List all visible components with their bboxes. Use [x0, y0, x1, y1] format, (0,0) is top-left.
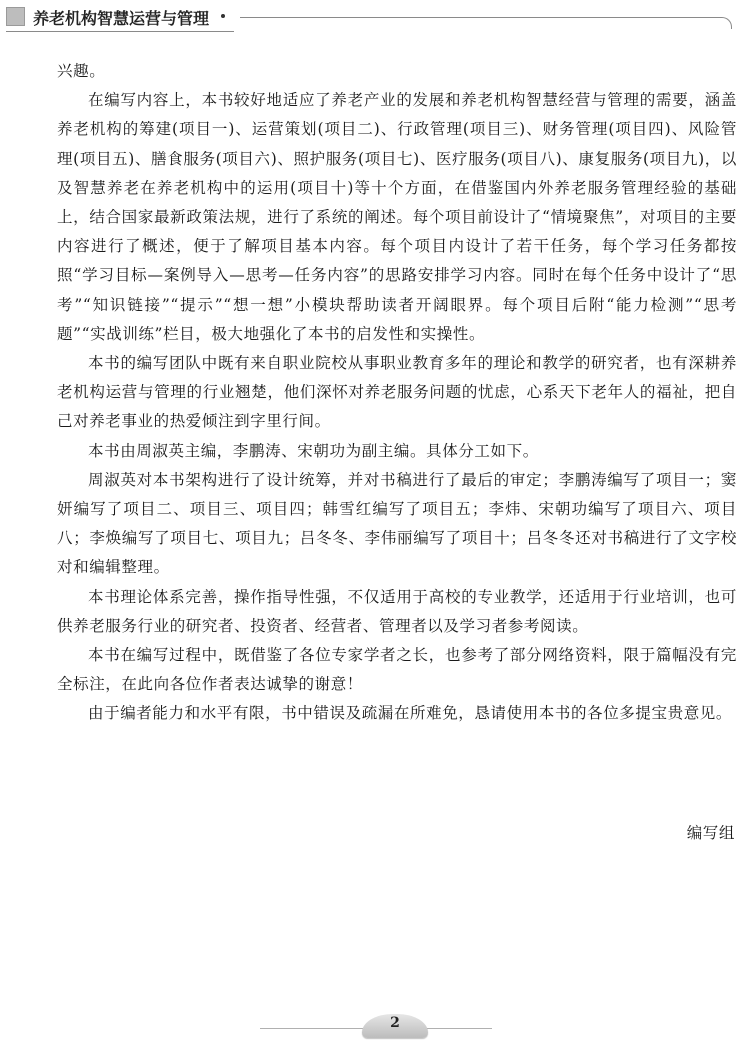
paragraph-division-of-work: 周淑英对本书架构进行了设计统筹，并对书稿进行了最后的审定；李鹏涛编写了项目一；窦妍编写了项目二、项目三、项目四；韩雪红编写了项目五；李炜、宋朝功编写了项目六、项目八；李焕编写了项目七、项目九；吕冬冬、李伟丽编写了项目十；吕冬冬还对书稿进行了文字校对和编辑整理。 [57, 470, 737, 577]
page-number: 2 [390, 1015, 400, 1031]
paragraph-author-team: 本书的编写团队中既有来自职业院校从事职业教育多年的理论和教学的研究者，也有深耕养老机构运营与管理的行业翘楚，他们深怀对养老服务问题的忧虑，心系天下老年人的福祉，把自己对养老事业的热爱倾注到字里行间。 [57, 354, 737, 431]
paragraph-content-overview: 在编写内容上，本书较好地适应了养老产业的发展和养老机构智慧经营与管理的需要，涵盖养老机构的筹建(项目一)、运营策划(项目二)、行政管理(项目三)、财务管理(项目四)、风险管理(项目五)、膳食服务(项目六)、照护服务(项目七)、医疗服务(项目八)、康复服务(项目九)，以及智慧养老在养老机构中的运用(项目十)等十个方面，在借鉴国内外养老服务管理经验的基础上，结合国家最新政策法规，进行了系统的阐述。每个项目前设计了“情境聚焦”，对项目的主要内容进行了概述，便于了解项目基本内容。每个项目内设计了若干任务，每个学习任务都按照“学习目标—案例导入—思考—任务内容”的思路安排学习内容。同时在每个任务中设计了“思考”“知识链接”“提示”“想一想”小模块帮助读者开阔眼界。每个项目后附“能力检测”“思考题”“实战训练”栏目，极大地强化了本书的启发性和实操性。 [57, 91, 737, 343]
header-title-underline [6, 31, 234, 32]
preface-body [57, 57, 737, 729]
page-footer [0, 1010, 750, 1050]
header-rule [240, 17, 720, 18]
paragraph-audience: 本书理论体系完善，操作指导性强，不仅适用于高校的专业教学，还适用于行业培训，也可供养老服务行业的研究者、投资者、经营者、管理者以及学习者参考阅读。 [57, 587, 737, 635]
header-square-icon [6, 7, 25, 26]
signature: 编写组 [686, 824, 735, 842]
paragraph-editors: 本书由周淑英主编，李鹏涛、宋朝功为副主编。具体分工如下。 [88, 441, 539, 460]
header-book-title: 养老机构智慧运营与管理 [33, 9, 210, 28]
paragraph-acknowledgement: 本书在编写过程中，既借鉴了各位专家学者之长，也参考了部分网络资料，限于篇幅没有完全标注，在此向各位作者表达诚挚的谢意！ [57, 646, 737, 694]
paragraph-closing: 由于编者能力和水平有限，书中错误及疏漏在所难免，恳请使用本书的各位多提宝贵意见。 [88, 704, 733, 723]
running-header [0, 0, 750, 40]
header-rule-corner [720, 17, 732, 29]
header-dot-icon [221, 14, 225, 18]
paragraph-continuation: 兴趣。 [57, 62, 106, 80]
